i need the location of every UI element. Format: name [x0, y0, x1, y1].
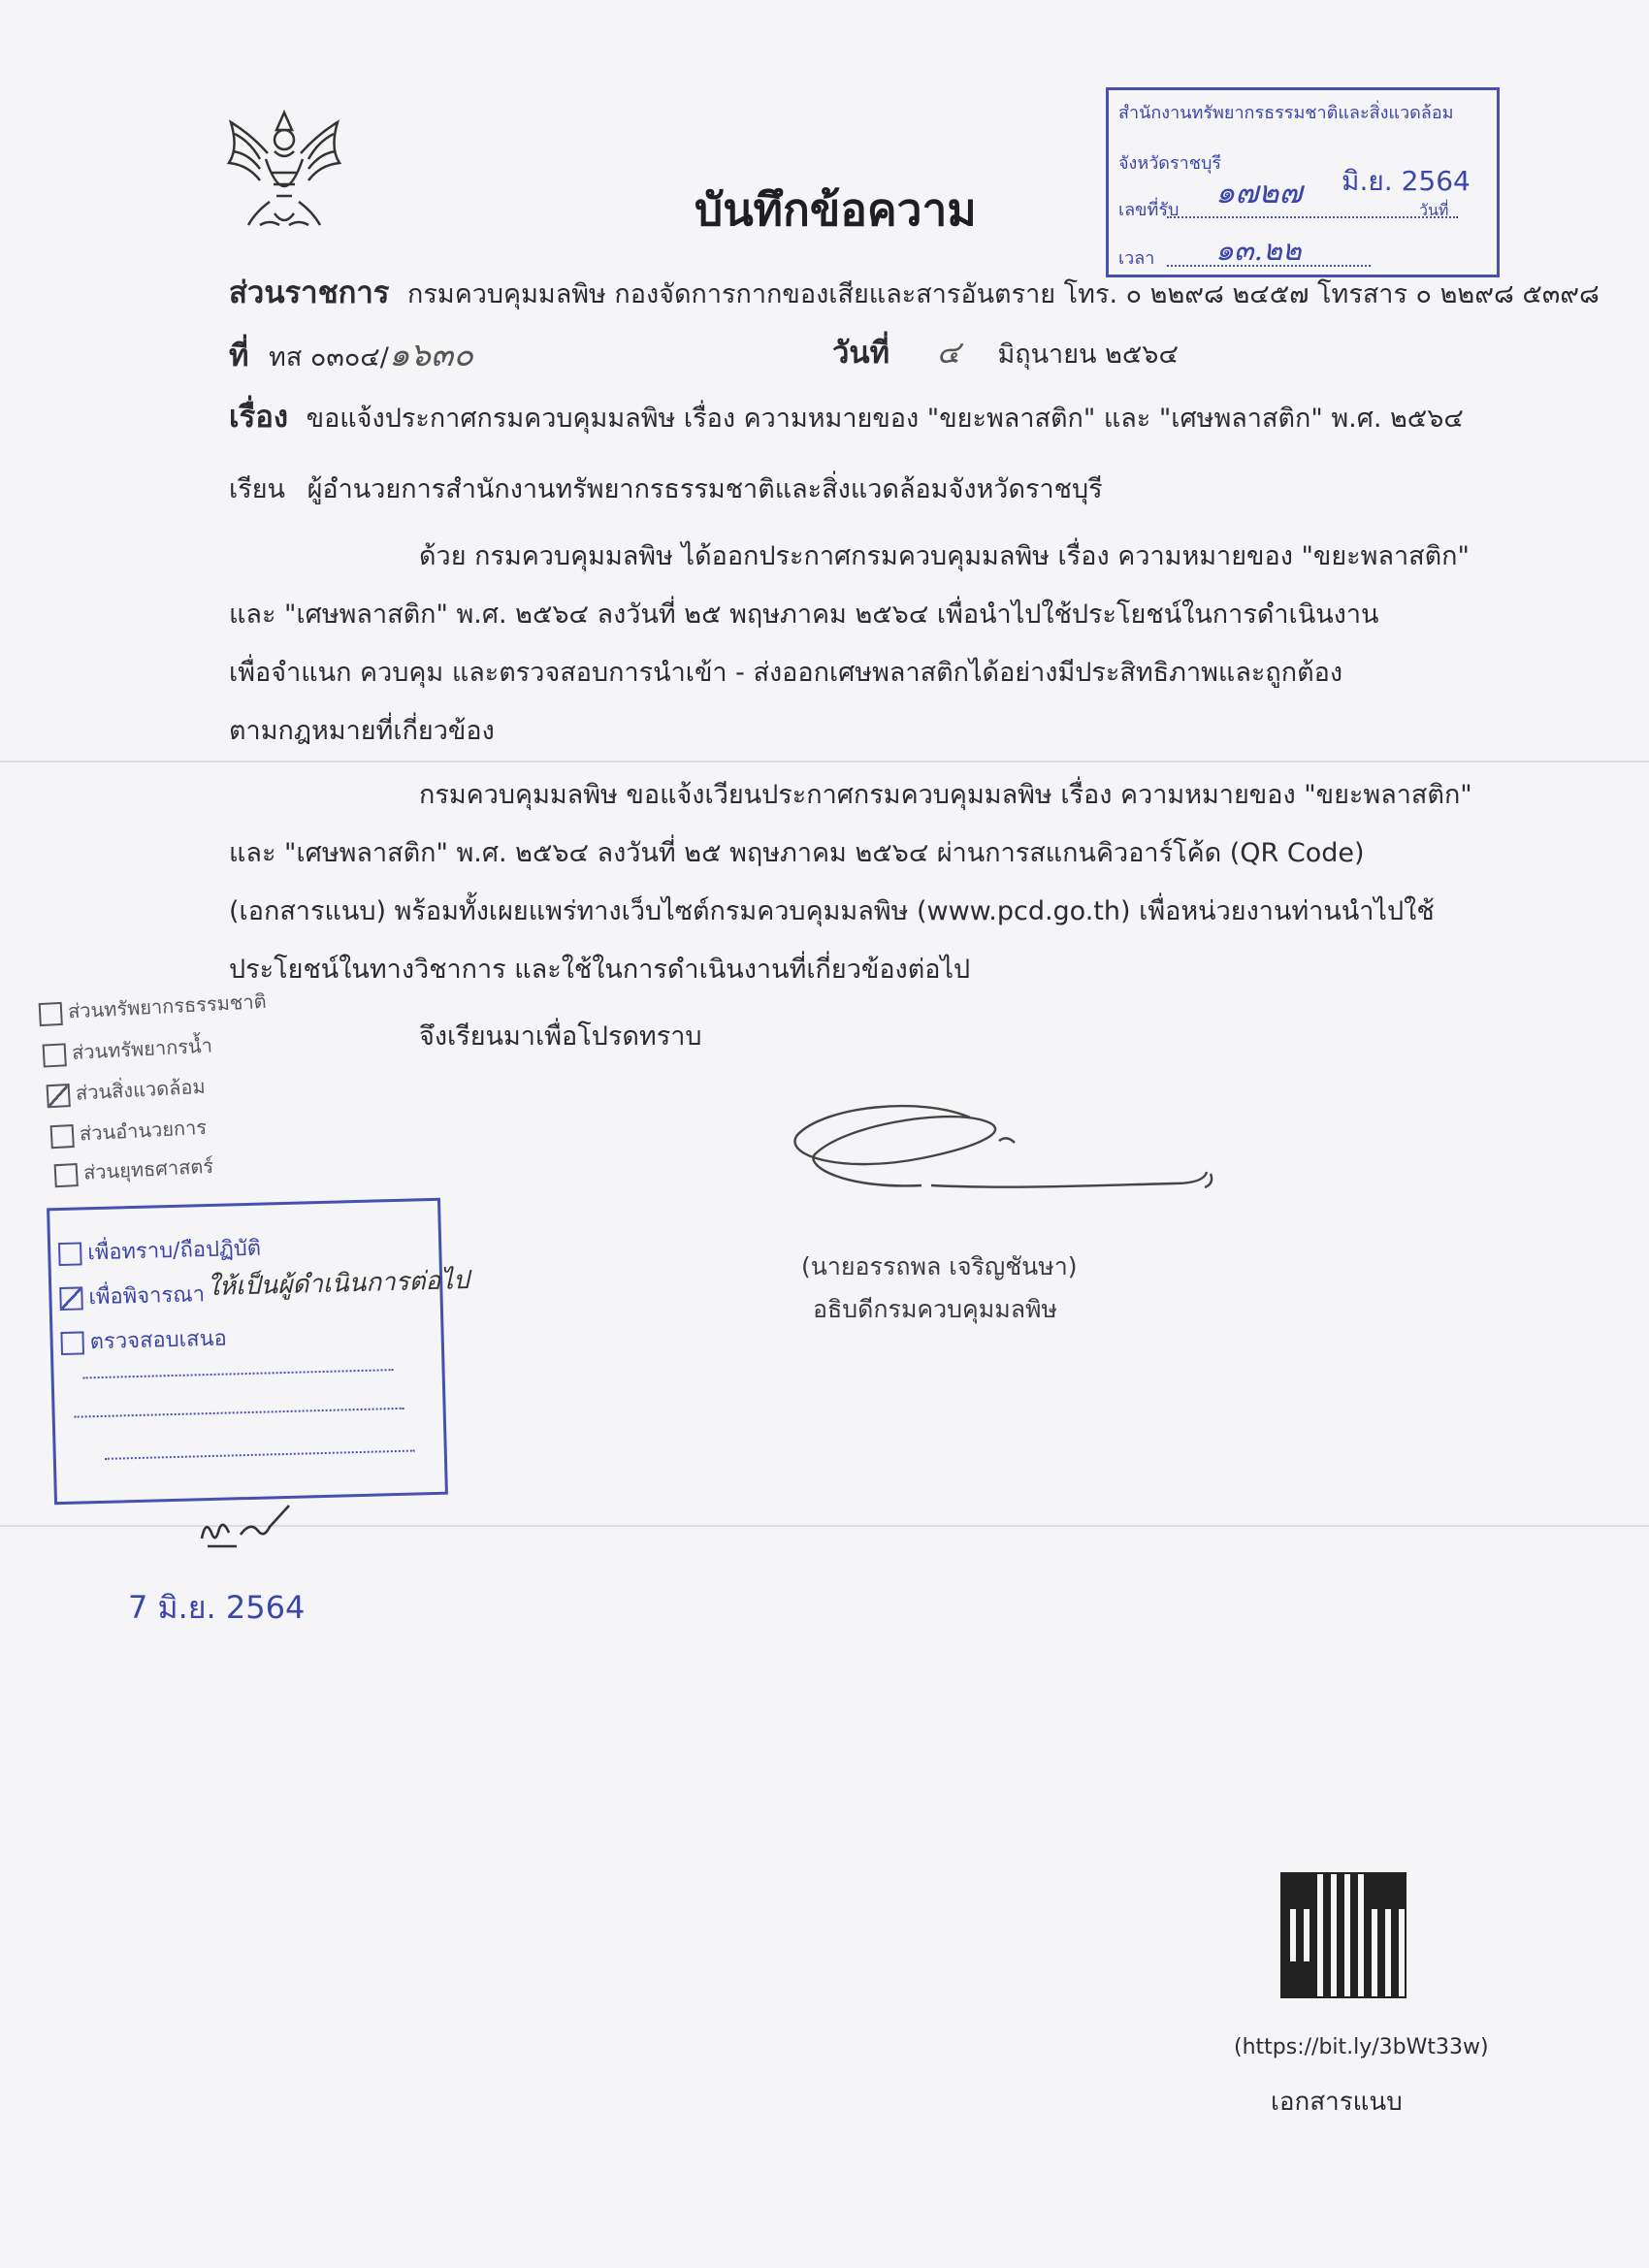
memo-title: บันทึกข้อความ: [695, 183, 977, 236]
garuda-emblem: [221, 105, 347, 241]
paragraph-2-line: กรมควบคุมมลพิษ ขอแจ้งเวียนประกาศกรมควบคุมมลพิษ เรื่อง ความหมายของ "ขยะพลาสติก": [419, 780, 1472, 810]
routing-item: ส่วนทรัพยากรน้ำ: [42, 1029, 212, 1069]
agency-label: ส่วนราชการ: [229, 275, 390, 310]
routing-item: ส่วนสิ่งแวดล้อม: [46, 1071, 206, 1111]
receipt-stamp-time-value: ๑๓.๒๒: [1215, 234, 1302, 268]
paragraph-2-line: และ "เศษพลาสติก" พ.ศ. ๒๕๖๔ ลงวันที่ ๒๕ พฤษภาคม ๒๕๖๔ ผ่านการสแกนคิวอาร์โค้ด (QR Code): [229, 838, 1365, 868]
action-stamp-item: ตรวจสอบเสนอ: [60, 1321, 227, 1359]
receipt-stamp: [1106, 87, 1500, 277]
receipt-stamp-number-value: ๑๗๒๗: [1215, 174, 1303, 211]
signature-image: [786, 1096, 1261, 1203]
action-stamp-item: เพื่อพิจารณา: [59, 1277, 205, 1314]
receipt-stamp-province: จังหวัดราชบุรี: [1118, 153, 1222, 174]
reference-line: [229, 328, 473, 380]
receipt-stamp-dots: [1167, 216, 1458, 218]
receipt-stamp-number-label: เลขที่รับ: [1118, 200, 1180, 220]
action-stamp-hand-note: ให้เป็นผู้ดำเนินการต่อไป: [206, 1265, 470, 1303]
date-value: มิถุนายน ๒๕๖๔: [997, 340, 1179, 370]
reference-handwritten-number: ๑๖๓๐: [388, 336, 474, 374]
routing-item: ส่วนยุทธศาสตร์: [53, 1150, 214, 1190]
receipt-stamp-dots: [1167, 265, 1371, 267]
reference-value: ทส ๐๓๐๔/: [269, 342, 389, 373]
recipient-label: เรียน: [229, 474, 286, 504]
subject-line: [229, 392, 1464, 440]
qr-caption: เอกสารแนบ: [1271, 2088, 1403, 2117]
action-stamp-dots: [83, 1369, 394, 1378]
paragraph-2-line: ประโยชน์ในทางวิชาการ และใช้ในการดำเนินงานที่เกี่ยวข้องต่อไป: [229, 955, 971, 985]
agency-value: กรมควบคุมมลพิษ กองจัดการกากของเสียและสารอันตราย โทร. ๐ ๒๒๙๘ ๒๔๕๗ โทรสาร ๐ ๒๒๙๘ ๕๓๙๘: [407, 279, 1600, 309]
paragraph-1-line: เพื่อจำแนก ควบคุม และตรวจสอบการนำเข้า - ส่งออกเศษพลาสติกได้อย่างมีประสิทธิภาพและถูกต้อง: [229, 658, 1343, 688]
qr-code: [1282, 1874, 1405, 1996]
qr-url: (https://bit.ly/3bWt33w): [1234, 2035, 1489, 2059]
check-mark-icon: [47, 1084, 71, 1108]
paragraph-1: [229, 528, 1470, 761]
receipt-stamp-date-value: มิ.ย. 2564: [1342, 165, 1471, 197]
paragraph-2: [229, 766, 1472, 999]
action-stamp: [47, 1198, 470, 1506]
routing-item: ส่วนทรัพยากรธรรมชาติ: [38, 986, 267, 1028]
recipient-value: ผู้อำนวยการสำนักงานทรัพยากรธรรมชาติและสิ่งแวดล้อมจังหวัดราชบุรี: [307, 474, 1103, 504]
receipt-stamp-time-label: เวลา: [1118, 248, 1155, 269]
date-stamp: 7 มิ.ย. 2564: [128, 1589, 306, 1626]
initials-image: [192, 1500, 299, 1558]
signatory-position: อธิบดีกรมควบคุมมลพิษ: [813, 1295, 1058, 1323]
paragraph-1-line: ด้วย กรมควบคุมมลพิษ ได้ออกประกาศกรมควบคุมมลพิษ เรื่อง ความหมายของ "ขยะพลาสติก": [419, 541, 1470, 571]
receipt-stamp-date-label: วันที่: [1419, 201, 1449, 219]
action-stamp-dots: [105, 1450, 415, 1460]
date-label: วันที่: [832, 336, 890, 371]
date-handwritten-day: ๔: [936, 334, 960, 371]
fold-line-top: [0, 761, 1649, 762]
receipt-stamp-org: สำนักงานทรัพยากรธรรมชาติและสิ่งแวดล้อม: [1118, 103, 1454, 123]
subject-value: ขอแจ้งประกาศกรมควบคุมมลพิษ เรื่อง ความหมายของ "ขยะพลาสติก" และ "เศษพลาสติก" พ.ศ. ๒๕๖๔: [306, 404, 1464, 434]
subject-label: เรื่อง: [229, 400, 289, 435]
action-stamp-dots: [75, 1408, 404, 1418]
paragraph-1-line: และ "เศษพลาสติก" พ.ศ. ๒๕๖๔ ลงวันที่ ๒๕ พฤษภาคม ๒๕๖๔ เพื่อนำไปใช้ประโยชน์ในการดำเนินงาน: [229, 599, 1379, 630]
reference-label: ที่: [229, 339, 249, 373]
signatory-name: (นายอรรถพล เจริญชันษา): [801, 1252, 1078, 1280]
date-line: [832, 328, 1179, 377]
routing-item: ส่วนอำนวยการ: [49, 1112, 208, 1150]
paragraph-1-line: ตามกฎหมายที่เกี่ยวข้อง: [229, 716, 495, 746]
action-stamp-item: เพื่อทราบ/ถือปฏิบัติ: [58, 1231, 262, 1270]
paragraph-2-line: (เอกสารแนบ) พร้อมทั้งเผยแพร่ทางเว็บไซต์กรมควบคุมมลพิษ (www.pcd.go.th) เพื่อหน่วยงานท่านนำไปใช้: [229, 896, 1435, 926]
recipient-line: [229, 468, 1103, 509]
closing-text: จึงเรียนมาเพื่อโปรดทราบ: [419, 1021, 702, 1052]
